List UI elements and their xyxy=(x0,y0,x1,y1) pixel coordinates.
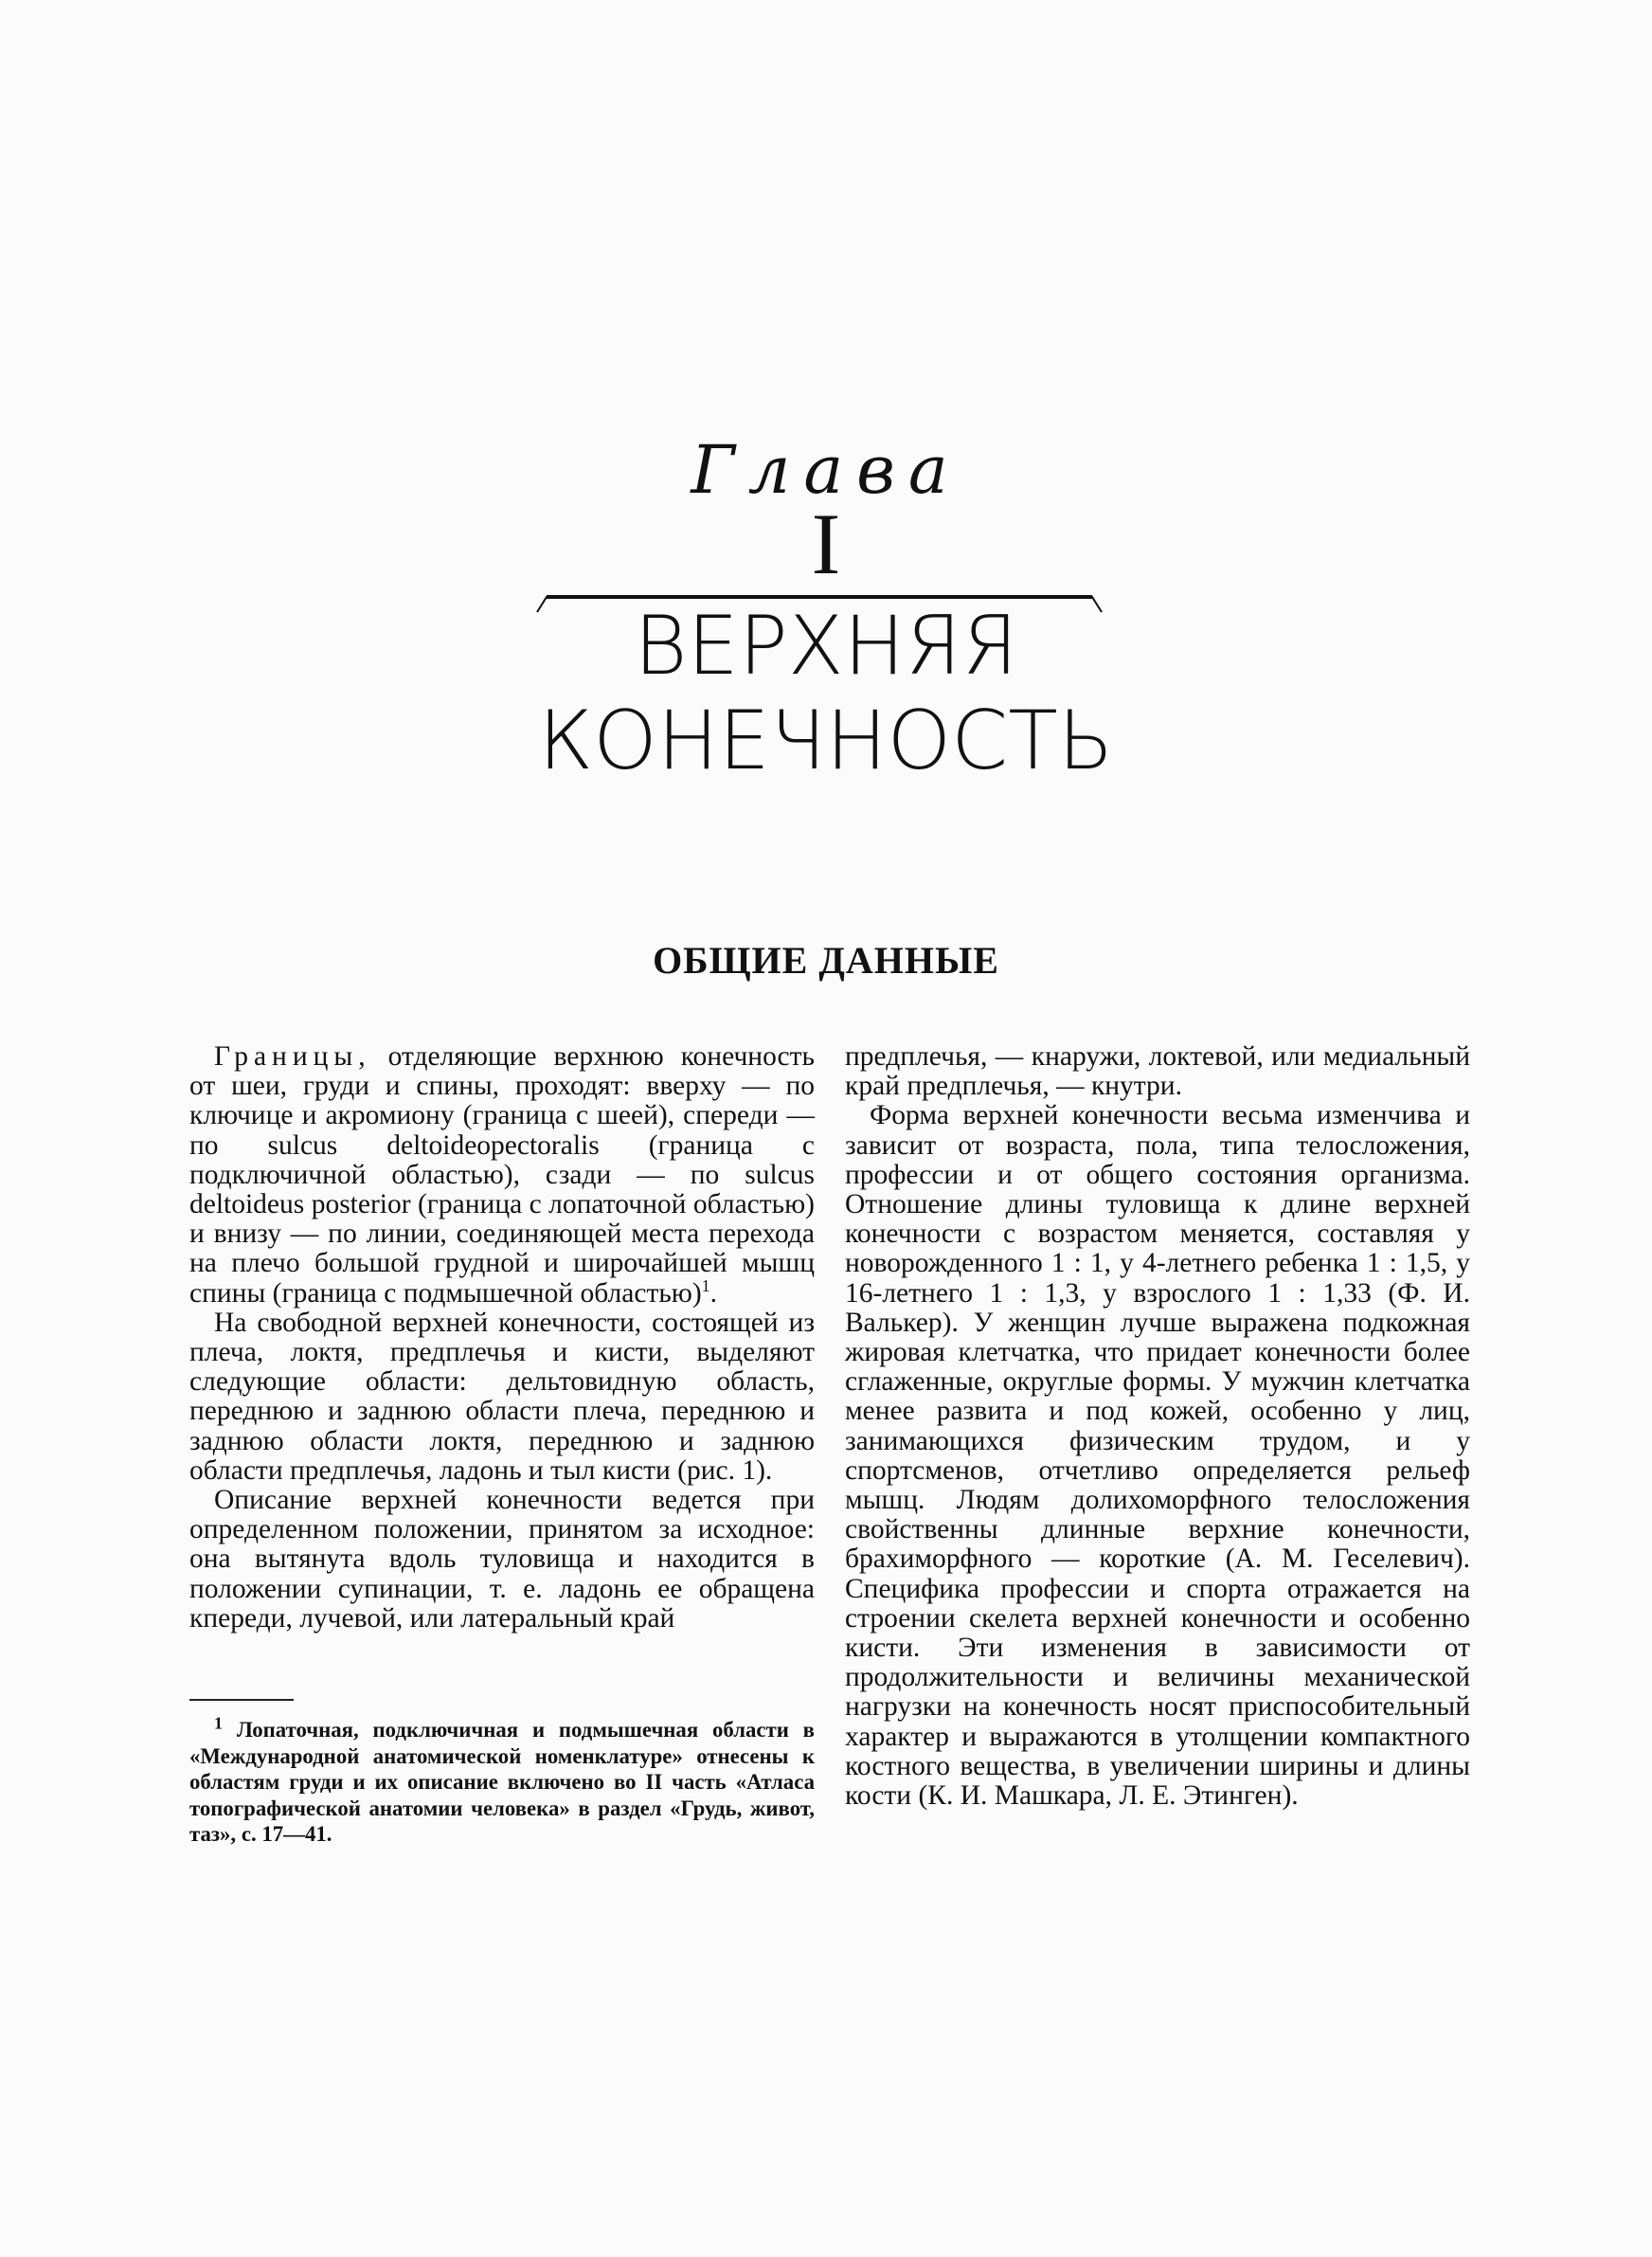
footnote xyxy=(189,1713,815,1848)
footnote-rule xyxy=(189,1699,294,1701)
footnote-text: Лопаточная, подключичная и подмышечная области в «Международной анатомической номенклатуре» отнесены к областям груди и их описание включено во II часть «Атласа топографической анатомии человека» в раздел «Грудь, живот, таз», с. 17—41. xyxy=(189,1718,815,1846)
right-paragraph-2: Форма верхней конечности весьма изменчива и зависит от возраста, пола, типа телосложения, профессии и от общего состояния организма. Отношение длины туловища к длине верхней конечности с возрастом меняется, составляя у новорожденного 1 : 1, у 4-летнего ребенка 1 : 1,5, у 16-летнего 1 : 1,3, у взрослого 1 : 1,33 (Ф. И. Валькер). У женщин лучше выражена подкожная жировая клетчатка, что придает конечности более сглаженные, округлые формы. У мужчин клетчатка менее развита и под кожей, особенно у лиц, занимающихся физическим трудом, и у спортсменов, отчетливо определяется рельеф мышц. Людям долихоморфного телосложения свойственны длинные верхние конечности, брахиморфного — короткие (А. М. Геселевич). Специфика профессии и спорта отражается на строении скелета верхней конечности и особенно кисти. Эти изменения в зависимости от продолжительности и величины механической нагрузки на конечность носят приспособительный характер и выражаются в утолщении компактного костного вещества, в увеличении ширины и длины кости (К. И. Машкара, Л. Е. Этинген). xyxy=(845,1100,1470,1812)
footnote-marker: 1 xyxy=(214,1713,223,1733)
footnote-reference: 1 xyxy=(701,1275,710,1295)
chapter-title xyxy=(0,599,1652,788)
left-paragraph-2: На свободной верхней конечности, состоящей из плеча, локтя, предплечья и кисти, выделяют следующие области: дельтовидную область, переднюю и заднюю области плеча, переднюю и заднюю области локтя, переднюю и заднюю области предплечья, ладонь и тыл кисти (рис. 1). xyxy=(189,1307,815,1486)
right-paragraph-1: предплечья, — кнаружи, локтевой, или медиальный край предплечья, — кнутри. xyxy=(845,1041,1470,1102)
left-paragraph-1-text: отделяющие верхнюю конечность от шеи, груди и спины, проходят: вверху — по ключице и акромиону (граница с шеей), спереди — по sulcus deltoideopectoralis (граница с подключичной областью), сзади — по sulcus deltoideus posterior (граница с лопаточной областью) и внизу — по линии, соединяющей места перехода на плечо большой грудной и широчайшей мышц спины (граница с подмышечной областью) xyxy=(189,1041,815,1309)
right-column xyxy=(845,1042,1470,1811)
section-heading: ОБЩИЕ ДАННЫЕ xyxy=(653,939,999,982)
left-paragraph-3: Описание верхней конечности ведется при определенном положении, принятом за исходное: она вытянута вдоль туловища и находится в положении супинации, т. е. ладонь ее обращена кпереди, лучевой, или латеральный край xyxy=(189,1485,815,1634)
left-column xyxy=(189,1042,815,1634)
left-paragraph-1 xyxy=(189,1042,815,1309)
chapter-word: Глава xyxy=(691,431,961,509)
left-paragraph-1-end: . xyxy=(709,1277,718,1309)
chapter-title-line-1: ВЕРХНЯЯ xyxy=(634,599,1018,694)
lead-word: Границы, xyxy=(214,1041,371,1072)
chapter-number: I xyxy=(811,496,841,592)
chapter-title-line-2: КОНЕЧНОСТЬ xyxy=(538,694,1114,788)
